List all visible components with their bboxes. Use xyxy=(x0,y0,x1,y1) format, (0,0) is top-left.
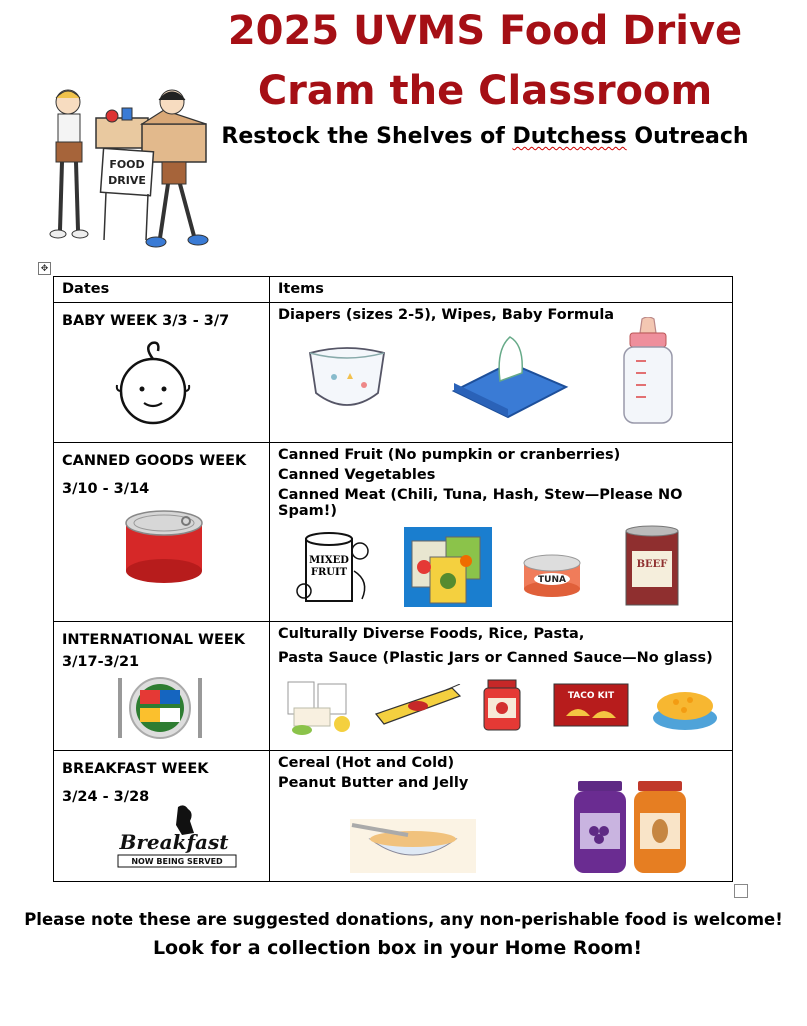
cereal-bowl-icon xyxy=(348,817,478,875)
breakfast-dates-cell xyxy=(54,751,270,882)
table-row-international xyxy=(54,622,733,751)
breakfast-item-cereal: Cereal (Hot and Cold) xyxy=(278,755,455,771)
food-drive-kids-illustration xyxy=(34,80,220,258)
red-can-icon xyxy=(122,509,206,585)
beef-can-icon xyxy=(624,525,680,609)
mixed-label-2: FRUIT xyxy=(310,567,348,578)
recipe-cards-icon xyxy=(284,678,354,740)
now-serving-label: NOW BEING SERVED xyxy=(131,857,223,866)
table-move-handle-icon[interactable]: ✥ xyxy=(38,262,51,275)
diaper-icon xyxy=(304,341,390,417)
food-drive-table xyxy=(53,276,733,882)
canned-dates: 3/10 - 3/14 xyxy=(62,481,150,497)
beef-label: BEEF xyxy=(636,559,668,570)
footer-call-to-action: Look for a collection box in your Home Room! xyxy=(152,937,643,959)
canned-item-fruit: Canned Fruit (No pumpkin or cranberries) xyxy=(278,447,621,463)
international-dates-cell xyxy=(54,622,270,751)
mixed-label-1: MIXED xyxy=(309,555,349,566)
mixed-fruit-can-icon xyxy=(294,521,376,609)
table-row-breakfast xyxy=(54,751,733,882)
header-items: Items xyxy=(270,277,733,303)
footer-note: Please note these are suggested donations, any non-perishable food is welcome! xyxy=(24,910,783,929)
canned-item-meat: Canned Meat (Chili, Tuna, Hash, Stew—Please NO Spam!) xyxy=(278,487,683,519)
breakfast-items-cell xyxy=(270,751,733,882)
breakfast-week-label: BREAKFAST WEEK xyxy=(62,761,209,777)
table-header-row xyxy=(54,277,733,303)
sign-line-1: FOOD xyxy=(109,158,145,171)
pasta-sauce-jar-icon xyxy=(482,678,522,732)
header-dates: Dates xyxy=(54,277,270,303)
tuna-label: TUNA xyxy=(538,575,566,585)
baby-bottle-icon xyxy=(616,317,680,425)
tagline-before: Restock the Shelves of xyxy=(221,124,513,149)
flyer-title: 2025 UVMS Food Drive xyxy=(227,8,743,54)
canned-dates-cell xyxy=(54,443,270,622)
baby-face-icon xyxy=(114,339,192,429)
tagline-after: Outreach xyxy=(626,124,749,149)
international-item-foods: Culturally Diverse Foods, Rice, Pasta, xyxy=(278,626,585,642)
tuna-can-icon xyxy=(520,549,584,601)
canned-items-cell xyxy=(270,443,733,622)
canned-week-label: CANNED GOODS WEEK xyxy=(62,453,247,469)
international-plate-icon xyxy=(112,674,208,742)
table-resize-handle[interactable] xyxy=(734,884,748,898)
international-dates: 3/17-3/21 xyxy=(62,654,140,670)
flyer-subtitle: Cram the Classroom xyxy=(257,68,713,114)
breakfast-script: Breakfast xyxy=(119,830,229,854)
taco-kit-box-icon xyxy=(552,682,630,728)
tagline-highlight: Dutchess xyxy=(512,124,627,149)
sign-line-2: DRIVE xyxy=(108,174,146,187)
table-row-baby xyxy=(54,303,733,443)
pb-and-jelly-jars-icon xyxy=(570,779,694,877)
breakfast-sign-icon xyxy=(108,803,244,873)
international-items-cell xyxy=(270,622,733,751)
breakfast-dates: 3/24 - 3/28 xyxy=(62,789,150,805)
baby-item-line: Diapers (sizes 2-5), Wipes, Baby Formula xyxy=(278,307,615,323)
baby-dates-cell xyxy=(54,303,270,443)
mac-and-cheese-icon xyxy=(650,672,720,736)
taco-kit-label: TACO KIT xyxy=(567,691,615,701)
flyer-tagline xyxy=(150,124,807,149)
pasta-box-icon xyxy=(374,684,462,728)
canned-item-veg: Canned Vegetables xyxy=(278,467,436,483)
international-item-sauce: Pasta Sauce (Plastic Jars or Canned Sauce—No glass) xyxy=(278,650,713,666)
vegetable-cans-icon xyxy=(404,527,492,607)
table-row-canned xyxy=(54,443,733,622)
baby-items-cell xyxy=(270,303,733,443)
breakfast-item-pbj: Peanut Butter and Jelly xyxy=(278,775,469,791)
baby-week-label: BABY WEEK 3/3 - 3/7 xyxy=(62,313,230,329)
international-week-label: INTERNATIONAL WEEK xyxy=(62,632,246,648)
baby-wipes-icon xyxy=(450,329,570,419)
